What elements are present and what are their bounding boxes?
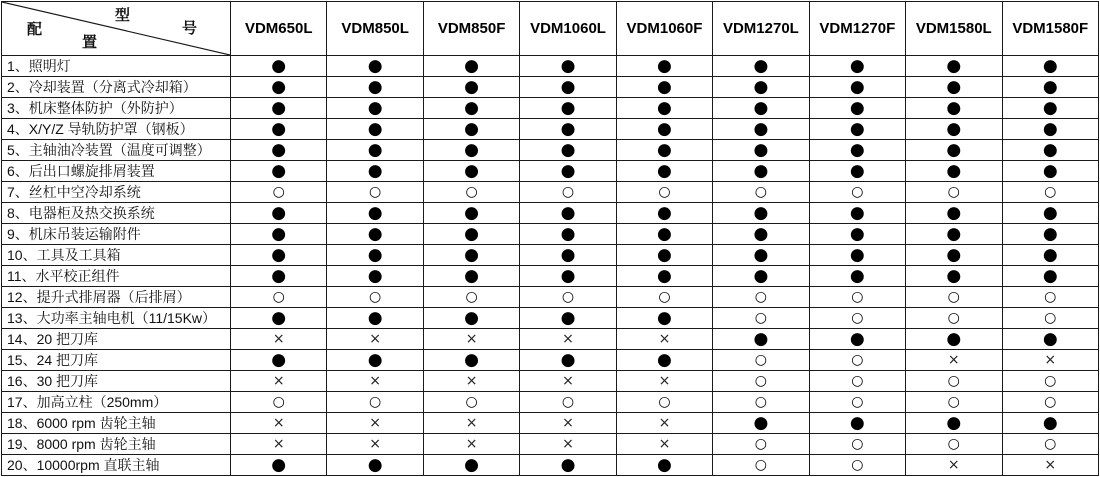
table-row [2, 266, 1099, 287]
symbol-cell: ● [713, 266, 809, 287]
config-row-label: 9、机床吊装运输附件 [2, 224, 231, 245]
symbol-cell: ○ [906, 371, 1002, 392]
symbol-cell: ○ [809, 350, 905, 371]
symbol-cell: ● [906, 224, 1002, 245]
symbol-cell: × [520, 434, 616, 455]
symbol-cell: ● [1002, 119, 1099, 140]
corner-label-model-char2: 号 [182, 20, 198, 37]
symbol-cell: ○ [231, 182, 327, 203]
config-row-label: 12、提升式排屑器（后排屑） [2, 287, 231, 308]
symbol-cell: ● [231, 455, 327, 476]
symbol-cell: ● [906, 56, 1002, 77]
config-row-label: 5、主轴油冷装置（温度可调整） [2, 140, 231, 161]
symbol-cell: ● [231, 77, 327, 98]
symbol-cell: ● [520, 245, 616, 266]
symbol-cell: ○ [616, 392, 712, 413]
symbol-cell: ● [520, 140, 616, 161]
symbol-cell: ● [520, 350, 616, 371]
table-row [2, 56, 1099, 77]
symbol-cell: ● [1002, 203, 1099, 224]
symbol-cell: ○ [1002, 287, 1099, 308]
symbol-cell: ● [423, 266, 519, 287]
symbol-cell: ○ [713, 287, 809, 308]
symbol-cell: ● [1002, 161, 1099, 182]
config-row-label: 15、24 把刀库 [2, 350, 231, 371]
config-row-label: 16、30 把刀库 [2, 371, 231, 392]
symbol-cell: ● [520, 119, 616, 140]
symbol-cell: ● [423, 224, 519, 245]
symbol-cell: ○ [327, 182, 423, 203]
symbol-cell: ● [423, 140, 519, 161]
symbol-cell: ● [713, 98, 809, 119]
symbol-cell: ● [616, 455, 712, 476]
symbol-cell: ● [809, 140, 905, 161]
symbol-cell: ○ [423, 392, 519, 413]
symbol-cell: ● [713, 245, 809, 266]
config-row-label: 20、10000rpm 直联主轴 [2, 455, 231, 476]
table-row [2, 455, 1099, 476]
symbol-cell: ● [231, 266, 327, 287]
symbol-cell: ● [520, 98, 616, 119]
symbol-cell: ○ [423, 287, 519, 308]
symbol-cell: ● [1002, 77, 1099, 98]
symbol-cell: ● [1002, 245, 1099, 266]
table-row [2, 287, 1099, 308]
symbol-cell: ● [809, 245, 905, 266]
symbol-cell: ● [713, 224, 809, 245]
symbol-cell: ○ [713, 392, 809, 413]
config-row-label: 14、20 把刀库 [2, 329, 231, 350]
symbol-cell: ● [616, 266, 712, 287]
symbol-cell: ● [1002, 224, 1099, 245]
symbol-cell: ○ [520, 392, 616, 413]
config-row-label: 17、加高立柱（250mm） [2, 392, 231, 413]
symbol-cell: ○ [327, 287, 423, 308]
symbol-cell: × [616, 434, 712, 455]
header-row [2, 2, 1099, 56]
symbol-cell: ● [809, 77, 905, 98]
symbol-cell: ○ [520, 287, 616, 308]
symbol-cell: ○ [809, 392, 905, 413]
symbol-cell: × [327, 371, 423, 392]
table-row [2, 140, 1099, 161]
column-header-vdm1270l: VDM1270L [713, 2, 809, 56]
symbol-cell: ● [616, 56, 712, 77]
symbol-cell: ● [713, 77, 809, 98]
symbol-cell: ● [231, 56, 327, 77]
symbol-cell: × [520, 413, 616, 434]
symbol-cell: × [231, 413, 327, 434]
symbol-cell: ● [713, 329, 809, 350]
symbol-cell: × [616, 371, 712, 392]
symbol-cell: ● [1002, 329, 1099, 350]
symbol-cell: ● [616, 98, 712, 119]
symbol-cell: ● [809, 98, 905, 119]
symbol-cell: ● [906, 266, 1002, 287]
symbol-cell: ● [520, 224, 616, 245]
table-row [2, 98, 1099, 119]
table-row [2, 413, 1099, 434]
symbol-cell: ● [906, 245, 1002, 266]
symbol-cell: × [1002, 455, 1099, 476]
symbol-cell: ● [906, 329, 1002, 350]
symbol-cell: ● [713, 140, 809, 161]
symbol-cell: ○ [809, 371, 905, 392]
symbol-cell: ○ [906, 287, 1002, 308]
table-row [2, 329, 1099, 350]
symbol-cell: ○ [1002, 371, 1099, 392]
table-row [2, 308, 1099, 329]
symbol-cell: ● [231, 161, 327, 182]
column-header-vdm850f: VDM850F [423, 2, 519, 56]
symbol-cell: ● [809, 329, 905, 350]
symbol-cell: ● [906, 203, 1002, 224]
symbol-cell: ○ [231, 392, 327, 413]
table-row [2, 119, 1099, 140]
symbol-cell: ● [616, 203, 712, 224]
symbol-cell: ● [423, 161, 519, 182]
symbol-cell: ● [327, 203, 423, 224]
symbol-cell: ● [906, 413, 1002, 434]
symbol-cell: ● [616, 308, 712, 329]
symbol-cell: ● [1002, 140, 1099, 161]
symbol-cell: ● [231, 203, 327, 224]
symbol-cell: ● [809, 203, 905, 224]
symbol-cell: ● [906, 77, 1002, 98]
column-header-vdm1580f: VDM1580F [1002, 2, 1099, 56]
spec-table-body [2, 56, 1099, 476]
spec-table [1, 1, 1099, 476]
symbol-cell: ● [423, 350, 519, 371]
symbol-cell: ● [809, 56, 905, 77]
symbol-cell: ● [906, 98, 1002, 119]
symbol-cell: ○ [1002, 308, 1099, 329]
symbol-cell: ● [520, 308, 616, 329]
corner-label-config-char1: 配 [27, 21, 43, 38]
symbol-cell: ● [616, 161, 712, 182]
symbol-cell: ● [231, 224, 327, 245]
symbol-cell: ● [809, 266, 905, 287]
symbol-cell: ● [520, 455, 616, 476]
symbol-cell: ● [616, 350, 712, 371]
symbol-cell: × [231, 371, 327, 392]
symbol-cell: ○ [906, 182, 1002, 203]
table-row [2, 371, 1099, 392]
symbol-cell: × [423, 329, 519, 350]
symbol-cell: ○ [520, 182, 616, 203]
corner-label-model-char1: 型 [115, 7, 131, 24]
symbol-cell: ● [327, 77, 423, 98]
symbol-cell: × [616, 413, 712, 434]
config-row-label: 11、水平校正组件 [2, 266, 231, 287]
table-row [2, 161, 1099, 182]
corner-header-cell [2, 2, 231, 56]
table-row [2, 245, 1099, 266]
symbol-cell: ● [423, 98, 519, 119]
symbol-cell: ● [327, 161, 423, 182]
symbol-cell: ● [809, 161, 905, 182]
symbol-cell: ● [423, 77, 519, 98]
symbol-cell: ● [1002, 56, 1099, 77]
symbol-cell: ● [231, 119, 327, 140]
table-row [2, 224, 1099, 245]
config-row-label: 6、后出口螺旋排屑装置 [2, 161, 231, 182]
symbol-cell: × [327, 329, 423, 350]
symbol-cell: ● [616, 224, 712, 245]
symbol-cell: ● [1002, 266, 1099, 287]
column-header-vdm1270f: VDM1270F [809, 2, 905, 56]
symbol-cell: × [423, 434, 519, 455]
symbol-cell: ● [906, 119, 1002, 140]
symbol-cell: ● [327, 119, 423, 140]
symbol-cell: ○ [713, 434, 809, 455]
symbol-cell: ● [423, 56, 519, 77]
symbol-cell: × [423, 413, 519, 434]
symbol-cell: ● [423, 119, 519, 140]
column-header-vdm850l: VDM850L [327, 2, 423, 56]
table-row [2, 182, 1099, 203]
symbol-cell: ○ [809, 182, 905, 203]
table-row [2, 350, 1099, 371]
symbol-cell: ● [1002, 98, 1099, 119]
symbol-cell: ● [906, 140, 1002, 161]
symbol-cell: ● [713, 56, 809, 77]
table-row [2, 203, 1099, 224]
symbol-cell: ● [423, 455, 519, 476]
symbol-cell: ● [713, 161, 809, 182]
symbol-cell: ● [809, 224, 905, 245]
symbol-cell: ● [423, 308, 519, 329]
symbol-cell: ● [616, 245, 712, 266]
config-row-label: 19、8000 rpm 齿轮主轴 [2, 434, 231, 455]
table-row [2, 434, 1099, 455]
symbol-cell: ● [231, 350, 327, 371]
symbol-cell: ○ [906, 434, 1002, 455]
symbol-cell: ● [231, 140, 327, 161]
symbol-cell: ○ [809, 434, 905, 455]
symbol-cell: ● [616, 140, 712, 161]
column-header-vdm650l: VDM650L [231, 2, 327, 56]
symbol-cell: ● [713, 119, 809, 140]
config-row-label: 13、大功率主轴电机（11/15Kw） [2, 308, 231, 329]
symbol-cell: ○ [616, 182, 712, 203]
symbol-cell: ● [809, 413, 905, 434]
symbol-cell: ○ [809, 455, 905, 476]
symbol-cell: ● [327, 56, 423, 77]
symbol-cell: × [1002, 350, 1099, 371]
symbol-cell: ○ [906, 392, 1002, 413]
symbol-cell: ○ [809, 308, 905, 329]
symbol-cell: ● [520, 161, 616, 182]
symbol-cell: × [906, 455, 1002, 476]
symbol-cell: ○ [1002, 434, 1099, 455]
symbol-cell: ○ [713, 182, 809, 203]
symbol-cell: ● [713, 413, 809, 434]
config-row-label: 2、冷却装置（分离式冷却箱） [2, 77, 231, 98]
symbol-cell: ● [520, 77, 616, 98]
symbol-cell: × [423, 371, 519, 392]
symbol-cell: ● [327, 98, 423, 119]
symbol-cell: ○ [1002, 182, 1099, 203]
symbol-cell: × [327, 413, 423, 434]
symbol-cell: × [520, 371, 616, 392]
table-row [2, 77, 1099, 98]
config-row-label: 3、机床整体防护（外防护） [2, 98, 231, 119]
symbol-cell: ● [423, 245, 519, 266]
symbol-cell: ● [809, 119, 905, 140]
symbol-cell: ○ [713, 308, 809, 329]
symbol-cell: ● [327, 350, 423, 371]
column-header-vdm1580l: VDM1580L [906, 2, 1002, 56]
symbol-cell: ● [616, 77, 712, 98]
symbol-cell: × [231, 329, 327, 350]
symbol-cell: ○ [906, 308, 1002, 329]
column-header-vdm1060l: VDM1060L [520, 2, 616, 56]
symbol-cell: ● [1002, 413, 1099, 434]
symbol-cell: × [616, 329, 712, 350]
symbol-cell: ● [231, 245, 327, 266]
symbol-cell: ● [713, 203, 809, 224]
symbol-cell: ○ [713, 350, 809, 371]
symbol-cell: ○ [327, 392, 423, 413]
symbol-cell: ● [327, 140, 423, 161]
symbol-cell: ○ [713, 455, 809, 476]
symbol-cell: ● [327, 245, 423, 266]
corner-label-config-char2: 置 [82, 34, 98, 51]
config-row-label: 7、丝杠中空冷却系统 [2, 182, 231, 203]
table-row [2, 392, 1099, 413]
symbol-cell: × [327, 434, 423, 455]
symbol-cell: ● [327, 266, 423, 287]
config-row-label: 18、6000 rpm 齿轮主轴 [2, 413, 231, 434]
symbol-cell: ● [906, 161, 1002, 182]
config-row-label: 10、工具及工具箱 [2, 245, 231, 266]
symbol-cell: × [520, 329, 616, 350]
config-row-label: 1、照明灯 [2, 56, 231, 77]
symbol-cell: ○ [231, 287, 327, 308]
symbol-cell: × [231, 434, 327, 455]
symbol-cell: ○ [616, 287, 712, 308]
symbol-cell: ● [327, 455, 423, 476]
symbol-cell: × [906, 350, 1002, 371]
symbol-cell: ● [616, 119, 712, 140]
symbol-cell: ○ [423, 182, 519, 203]
symbol-cell: ○ [809, 287, 905, 308]
symbol-cell: ● [327, 224, 423, 245]
symbol-cell: ● [231, 308, 327, 329]
symbol-cell: ● [520, 203, 616, 224]
config-row-label: 4、X/Y/Z 导轨防护罩（钢板） [2, 119, 231, 140]
symbol-cell: ○ [713, 371, 809, 392]
symbol-cell: ● [520, 266, 616, 287]
symbol-cell: ● [423, 203, 519, 224]
symbol-cell: ● [327, 308, 423, 329]
symbol-cell: ● [231, 98, 327, 119]
symbol-cell: ● [520, 56, 616, 77]
config-row-label: 8、电器柜及热交换系统 [2, 203, 231, 224]
column-header-vdm1060f: VDM1060F [616, 2, 712, 56]
symbol-cell: ○ [1002, 392, 1099, 413]
